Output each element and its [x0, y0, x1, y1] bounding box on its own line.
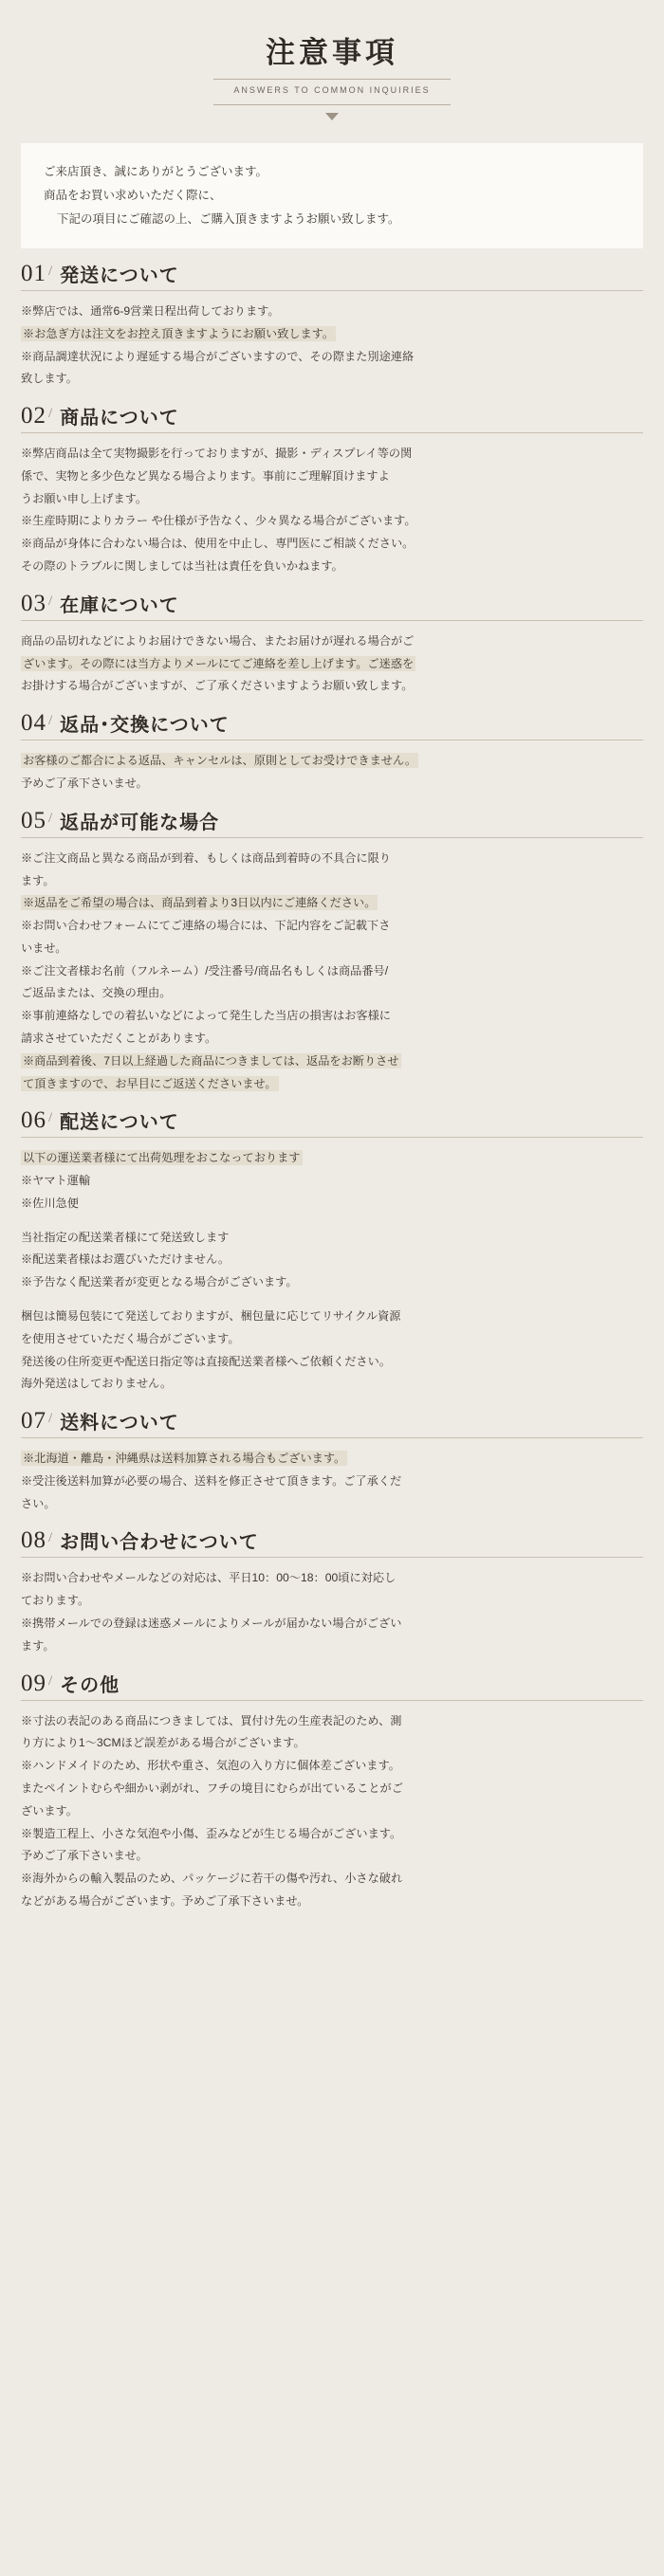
highlighted-text: お客様のご都合による返品、キャンセルは、原則としてお受けできません。	[23, 754, 417, 768]
section-line	[21, 1306, 643, 1328]
section-line	[21, 1147, 643, 1170]
section-number: 09	[21, 1670, 46, 1696]
section-body	[21, 443, 643, 578]
header-divider-top	[213, 79, 451, 80]
section-line	[21, 510, 643, 533]
section-line	[21, 630, 643, 653]
section-header	[21, 1409, 643, 1438]
intro-box	[21, 143, 643, 248]
highlighted-text: ※返品をご希望の場合は、商品到着より3日以内にご連絡ください。	[23, 896, 377, 910]
body-text: などがある場合がございます。予めご了承下さいませ。	[21, 1893, 309, 1908]
section-line	[21, 556, 643, 578]
body-text: ます。	[21, 873, 55, 887]
section-line	[21, 1778, 643, 1800]
body-text: ※配送業者様はお選びいただけません。	[21, 1252, 231, 1267]
section-slash: /	[48, 1672, 53, 1689]
page-subtitle: ANSWERS TO COMMON INQUIRIES	[233, 85, 431, 95]
body-text: ざいます。	[21, 1803, 78, 1818]
section-line	[21, 346, 643, 369]
section-line	[21, 1028, 643, 1050]
section	[21, 404, 643, 578]
section-line	[21, 892, 643, 915]
section-number: 04	[21, 710, 46, 737]
highlighted-text: ざいます。その際には当方よりメールにてご連絡を差し上げます。ご迷惑を	[23, 656, 415, 670]
section-title: 返品･交換について	[60, 715, 230, 737]
section-number: 08	[21, 1527, 46, 1554]
body-text: 発送後の住所変更や配送日指定等は直接配送業者様へご依頼ください。	[21, 1354, 391, 1368]
section-line	[21, 1732, 643, 1755]
section-number: 02	[21, 403, 46, 429]
section-title: お問い合わせについて	[60, 1532, 259, 1554]
section-line	[21, 443, 643, 466]
section-line	[21, 1193, 643, 1215]
section	[21, 711, 643, 795]
section-line	[21, 533, 643, 556]
highlighted-text: ※商品到着後、7日以上経過した商品につきましては、返品をお断りさせ	[23, 1053, 399, 1068]
body-text: さい。	[21, 1496, 56, 1510]
section-body	[21, 1710, 643, 1913]
body-text: 海外発送はしておりません。	[21, 1377, 173, 1391]
body-text: ます。	[21, 1638, 55, 1653]
body-text: またペイントむらや細かい剥がれ、フチの境目にむらが出ていることがご	[21, 1781, 403, 1795]
section-line	[21, 1823, 643, 1846]
section-title: 在庫について	[60, 594, 179, 616]
body-text: ※商品が身体に合わない場合は、使用を中止し、専門医にご相談ください。	[21, 537, 415, 551]
section-slash: /	[48, 1530, 53, 1546]
section	[21, 1672, 643, 1913]
section	[21, 809, 643, 1096]
section-line	[21, 1868, 643, 1891]
section-header	[21, 1108, 643, 1138]
body-text: 予めご了承下さいませ。	[21, 776, 148, 790]
section-line	[21, 653, 643, 676]
body-text: ※ご注文商品と異なる商品が到着、もしくは商品到着時の不具合に限り	[21, 850, 391, 865]
section	[21, 1409, 643, 1515]
body-text: ※商品調達状況により遅延する場合がございますので、その際また別途連絡	[21, 349, 415, 363]
section-line	[21, 1613, 643, 1635]
section-line	[21, 1005, 643, 1028]
section-number: 03	[21, 590, 46, 616]
spacer	[21, 1294, 643, 1306]
section-line	[21, 1271, 643, 1294]
section-line	[21, 1710, 643, 1733]
section-line	[21, 1170, 643, 1193]
body-text: ※弊店では、通常6-9営業日程出荷しております。	[21, 304, 280, 318]
body-text: を使用させていただく場合がございます。	[21, 1331, 240, 1345]
section-header	[21, 1672, 643, 1701]
body-text: ※佐川急便	[21, 1196, 79, 1210]
section-line	[21, 368, 643, 391]
section-line	[21, 1891, 643, 1913]
page-title: 注意事項	[266, 36, 398, 69]
section-line	[21, 960, 643, 983]
section-line	[21, 1050, 643, 1073]
body-text: ※ヤマト運輸	[21, 1174, 91, 1188]
section-number: 01	[21, 261, 46, 286]
intro-line-2: 商品をお買い求めいただく際に、	[44, 189, 222, 202]
section-title: 配送について	[60, 1112, 179, 1134]
section-header	[21, 592, 643, 621]
section-slash: /	[48, 1411, 53, 1427]
body-text: その際のトラブルに関しましては当社は責任を負いかねます。	[21, 559, 343, 574]
section-line	[21, 938, 643, 960]
section-line	[21, 1845, 643, 1868]
section-title: 返品が可能な場合	[60, 812, 220, 833]
body-text: 商品の品切れなどによりお届けできない場合、またお届けが遅れる場合がご	[21, 633, 415, 648]
section-line	[21, 1227, 643, 1250]
section-slash: /	[48, 713, 53, 729]
section-line	[21, 1471, 643, 1493]
section-line	[21, 301, 643, 323]
arrow-down-icon	[325, 113, 339, 120]
body-text: お掛けする場合がございますが、ご了承くださいますようお願い致します。	[21, 679, 414, 693]
body-text: ております。	[21, 1594, 90, 1608]
section-line	[21, 773, 643, 795]
section-header	[21, 262, 643, 291]
body-text: ※ご注文者様お名前（フルネーム）/受注番号/商品名もしくは商品番号/	[21, 963, 389, 977]
body-text: ※ハンドメイドのため、形状や重さ、気泡の入り方に個体差ございます。	[21, 1759, 400, 1773]
body-text: 当社指定の配送業者様にて発送致します	[21, 1230, 230, 1244]
section-header	[21, 1528, 643, 1558]
body-text: 予めご了承下さいませ。	[21, 1849, 148, 1863]
section-title: 商品について	[60, 408, 179, 429]
section-line	[21, 1351, 643, 1374]
body-text: うお願い申し上げます。	[21, 491, 148, 505]
section-line	[21, 1073, 643, 1096]
highlighted-text: 以下の運送業者様にて出荷処理をおこなっております	[23, 1151, 301, 1165]
section-line	[21, 1635, 643, 1658]
section-body	[21, 750, 643, 795]
section-line	[21, 1448, 643, 1471]
section-line	[21, 1328, 643, 1351]
section-slash: /	[48, 810, 53, 826]
section	[21, 262, 643, 391]
section-line	[21, 1755, 643, 1778]
section-title: 送料について	[60, 1413, 179, 1434]
body-text: 致します。	[21, 372, 78, 386]
section	[21, 1528, 643, 1657]
section-line	[21, 1800, 643, 1823]
spacer	[21, 1215, 643, 1227]
section-header	[21, 711, 643, 740]
body-text: り方により1～3CMほど誤差がある場合がございます。	[21, 1736, 305, 1750]
intro-line-1: ご来店頂き、誠にありがとうございます。	[44, 165, 268, 178]
body-text: ※携帯メールでの登録は迷惑メールによりメールが届かない場合がござい	[21, 1617, 402, 1631]
section-title: 発送について	[60, 265, 179, 286]
sections-container	[0, 262, 664, 1913]
section-line	[21, 982, 643, 1005]
page-header	[0, 0, 664, 126]
section-number: 05	[21, 807, 46, 833]
section-line	[21, 675, 643, 698]
section-title: その他	[60, 1674, 120, 1696]
body-text: いませ。	[21, 941, 67, 955]
section-slash: /	[48, 406, 53, 422]
section-slash: /	[48, 593, 53, 609]
body-text: ※予告なく配送業者が変更となる場合がございます。	[21, 1275, 298, 1289]
section-line	[21, 323, 643, 346]
section-line	[21, 1590, 643, 1613]
section-body	[21, 1448, 643, 1515]
section-line	[21, 466, 643, 488]
section-line	[21, 750, 643, 773]
body-text: ※弊店商品は全て実物撮影を行っておりますが、撮影・ディスプレイ等の関	[21, 447, 413, 461]
section	[21, 1108, 643, 1396]
section-line	[21, 1373, 643, 1396]
body-text: ※受注後送料加算が必要の場合、送料を修正させて頂きます。ご了承くだ	[21, 1473, 402, 1488]
body-text: ※海外からの輸入製品のため、パッケージに若干の傷や汚れ、小さな破れ	[21, 1872, 403, 1886]
section-line	[21, 488, 643, 511]
header-subtitle-wrap	[213, 85, 451, 105]
section-line	[21, 870, 643, 893]
section	[21, 592, 643, 698]
body-text: ※製造工程上、小さな気泡や小傷、歪みなどが生じる場合がございます。	[21, 1826, 402, 1840]
section-body	[21, 301, 643, 391]
body-text: 請求させていただくことがあります。	[21, 1031, 217, 1045]
section-slash: /	[48, 264, 53, 279]
section-line	[21, 915, 643, 938]
body-text: ご返品または、交換の理由。	[21, 986, 172, 1000]
section-header	[21, 404, 643, 433]
section-body	[21, 1147, 643, 1396]
section-body	[21, 1567, 643, 1657]
section-line	[21, 848, 643, 870]
body-text: ※お問い合わせやメールなどの対応は、平日10：00～18：00頃に対応し	[21, 1571, 397, 1585]
body-text: ※生産時期によりカラー や仕様が予告なく、少々異なる場合がございます。	[21, 514, 416, 528]
body-text: 係で、実物と多少色など異なる場合よります。事前にご理解頂けますよ	[21, 468, 390, 483]
section-number: 07	[21, 1408, 46, 1434]
body-text: ※お問い合わせフォームにてご連絡の場合には、下記内容をご記載下さ	[21, 919, 391, 933]
intro-line-3: 下記の項目にご確認の上、ご購入頂きますようお願い致します。	[57, 212, 400, 226]
section-body	[21, 630, 643, 698]
section-body	[21, 848, 643, 1096]
section-number: 06	[21, 1107, 46, 1134]
section-line	[21, 1249, 643, 1271]
body-text: ※事前連絡なしでの着払いなどによって発生した当店の損害はお客様に	[21, 1009, 391, 1023]
body-text: 梱包は簡易包装にて発送しておりますが、梱包量に応じてリサイクル資源	[21, 1309, 401, 1323]
highlighted-text: ※北海道・離島・沖縄県は送料加算される場合もございます。	[23, 1452, 346, 1466]
body-text: ※寸法の表記のある商品につきましては、買付け先の生産表記のため、測	[21, 1713, 402, 1727]
section-header	[21, 809, 643, 838]
section-line	[21, 1493, 643, 1516]
highlighted-text: て頂きますので、お早目にご返送くださいませ。	[23, 1076, 277, 1090]
section-line	[21, 1567, 643, 1590]
section-slash: /	[48, 1110, 53, 1126]
highlighted-text: ※お急ぎ方は注文をお控え頂きますようにお願い致します。	[23, 326, 335, 340]
